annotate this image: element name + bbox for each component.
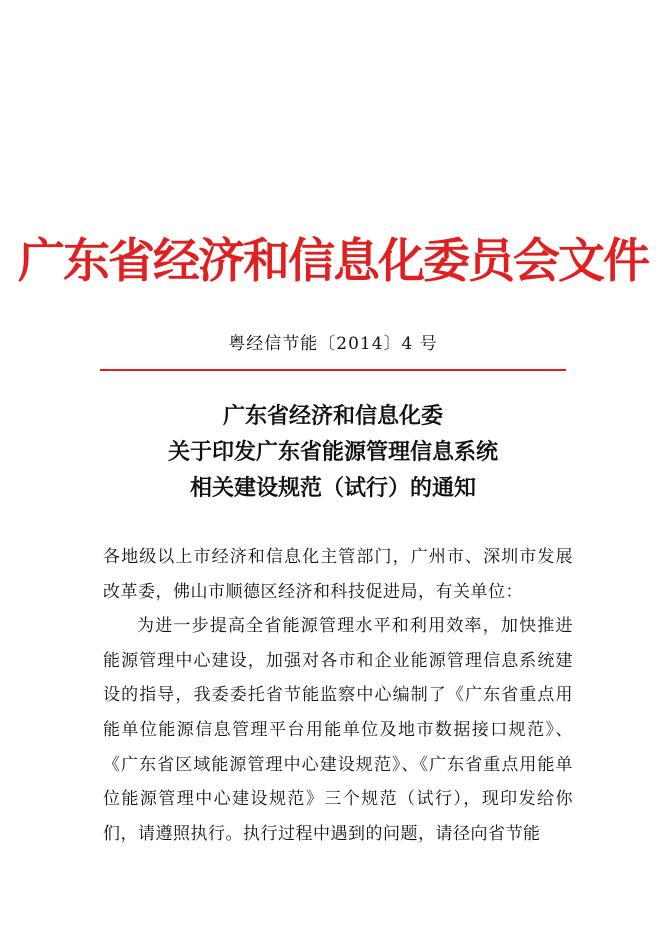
document-number: 粤经信节能〔2014〕4 号 (228, 334, 438, 354)
title-line-3: 相关建设规范（试行）的通知 (189, 475, 476, 501)
document-title (0, 398, 666, 506)
document-body (103, 540, 573, 851)
addressee-paragraph: 各地级以上市经济和信息化主管部门，广州市、深圳市发展改革委，佛山市顺德区经济和科技促进局，有关单位： (103, 547, 573, 602)
title-line-2: 关于印发广东省能源管理信息系统 (167, 439, 498, 465)
title-line-1: 广东省经济和信息化委 (222, 403, 443, 429)
red-divider-rule (100, 369, 566, 371)
issuer-header: 广东省经济和信息化委员会文件 (18, 234, 648, 289)
body-paragraph: 为进一步提高全省能源管理水平和利用效率，加快推进能源管理中心建设，加强对各市和企业能源管理信息系统建设的指导，我委委托省节能监察中心编制了《广东省重点用能单位能源信息管理平台用能单位及地市数据接口规范》、《广东省区域能源管理中心建设规范》、《广东省重点用能单位能源管理中心建设规范》三个规范（试行），现印发给你们，请遵照执行。执行过程中遇到的问题，请径向省节能 (103, 616, 573, 844)
